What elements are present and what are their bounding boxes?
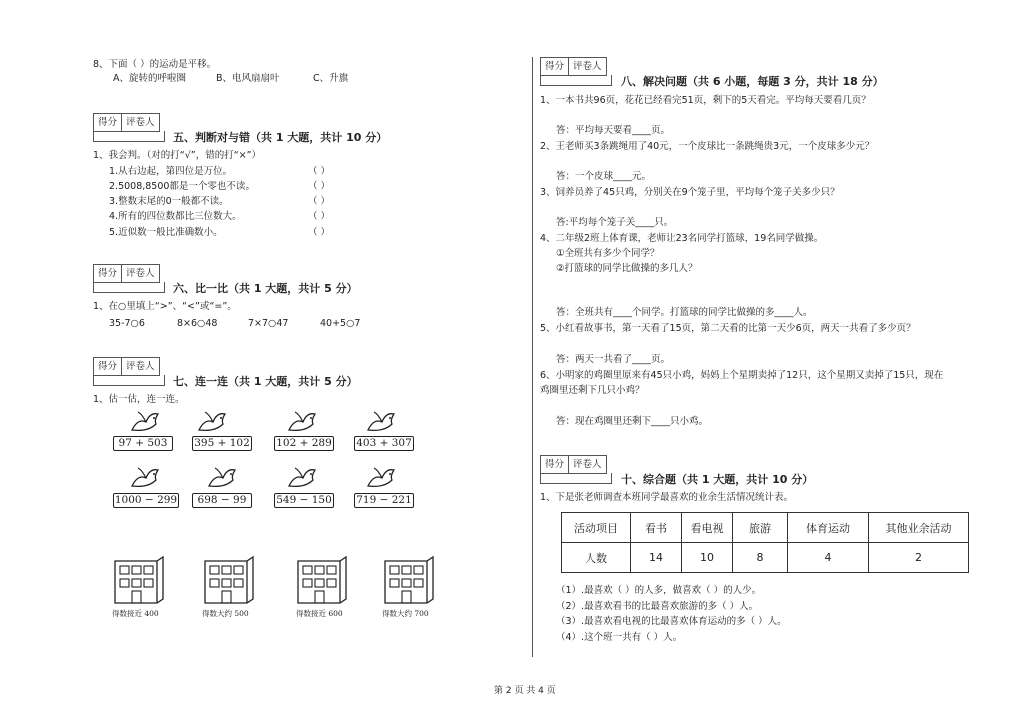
table-cell: 8 [733,543,788,573]
building-icon[interactable] [203,555,255,605]
table-header-cell: 体育运动 [788,513,869,543]
expression-card[interactable]: 102 + 289 [274,436,334,451]
sec8-a3: 答:平均每个笼子关____只。 [556,217,674,228]
bird-icon [128,466,164,490]
expression-card[interactable]: 719 − 221 [354,493,414,508]
sec10-title: 十、综合题（共 1 大题，共计 10 分） [621,473,814,486]
expression-card[interactable]: 698 − 99 [192,493,252,508]
q8-option-c: C、升旗 [313,73,349,84]
table-cell: 10 [682,543,733,573]
table-header-cell: 旅游 [733,513,788,543]
score-box-sec5 [93,113,160,132]
score-box-blank [540,473,612,484]
sec5-title: 五、判断对与错（共 1 大题，共计 10 分） [173,131,388,144]
table-header-cell: 其他业余活动 [869,513,969,543]
score-box-sec8 [540,57,607,76]
reviewer-label: 评卷人 [126,117,155,128]
sec5-item-4: 4.所有的四位数都比三位数大。 [109,211,242,222]
building-icon[interactable] [113,555,165,605]
score-box-blank [540,75,612,86]
bird-icon [195,410,231,434]
building-label: 得数接近 400 [112,609,159,618]
building-label: 得数大约 700 [382,609,429,618]
sec5-item-5: 5.近似数一般比准确数小。 [109,227,223,238]
score-label: 得分 [541,456,569,473]
sec8-q5: 5、小红看故事书，第一天看了15页，第二天看的比第一天少6页，两天一共看了多少页？ [540,323,916,334]
sec7-title: 七、连一连（共 1 大题，共计 5 分） [173,375,358,388]
sec6-title: 六、比一比（共 1 大题，共计 5 分） [173,282,358,295]
sec8-q6: 6、小明家的鸡圈里原来有45只小鸡，妈妈上个星期卖掉了12只，这个星期又卖掉了15只，现在 [540,370,944,381]
score-box-blank [93,282,165,293]
score-label: 得分 [94,358,122,375]
sec5-q1: 1、我会判。（对的打“√”，错的打“×”） [93,150,261,161]
sec10-sub-1: （1）.最喜欢（ ）的人多，做喜欢（ ）的人少。 [556,585,762,596]
sec7-q1: 1、估一估，连一连。 [93,394,185,405]
score-label: 得分 [541,58,569,75]
answer-paren: （ ） [308,211,331,222]
sec5-item-2: 2.5008,8500都是一个零也不读。 [109,181,255,192]
bird-icon [285,410,321,434]
score-label: 得分 [94,114,122,131]
sec10-q1: 1、下是张老师调查本班同学最喜欢的业余生活情况统计表。 [540,492,794,503]
answer-paren: （ ） [308,227,331,238]
q8-option-b: B、电风扇扇叶 [216,73,280,84]
bird-icon [285,466,321,490]
sec8-a4: 答：全班共有____个同学。打篮球的同学比做操的多____人。 [556,307,813,318]
sec8-q1: 1、一本书共96页，花花已经看完51页，剩下的5天看完。平均每天要看几页？ [540,95,871,106]
sec8-q2: 2、王老师买3条跳绳用了40元，一个皮球比一条跳绳贵3元，一个皮球多少元？ [540,141,875,152]
q8-option-a: A、旋转的呼啦圈 [113,73,186,84]
answer-paren: （ ） [308,166,331,177]
building-label: 得数接近 600 [296,609,343,618]
reviewer-label: 评卷人 [573,61,602,72]
table-header-cell: 看电视 [682,513,733,543]
answer-paren: （ ） [308,196,331,207]
building-icon[interactable] [296,555,348,605]
sec8-a1: 答：平均每天要看____页。 [556,125,671,136]
compare-item-1: 35-7○6 [109,318,145,329]
sec8-q6b: 鸡圈里还剩下几只小鸡？ [540,385,645,396]
sec8-q4a: ①全班共有多少个同学？ [556,248,660,259]
bird-icon [128,410,164,434]
sec8-q3: 3、饲养员养了45只鸡，分别关在9个笼子里，平均每个笼子关多少只？ [540,187,840,198]
sec8-a6: 答：现在鸡圈里还剩下____只小鸡。 [556,416,709,427]
sec5-item-3: 3.整数末尾的0一般都不读。 [109,196,229,207]
building-label: 得数大约 500 [202,609,249,618]
table-cell: 2 [869,543,969,573]
answer-paren: （ ） [308,181,331,192]
q8-text: 8、下面（ ）的运动是平移。 [93,59,217,70]
table-header-cell: 看书 [631,513,682,543]
sec10-sub-2: （2）.最喜欢看书的比最喜欢旅游的多（ ）人。 [556,601,759,612]
sec10-sub-4: （4）.这个班一共有（ ）人。 [556,632,683,643]
compare-item-3: 7×7○47 [248,318,289,329]
sec8-title: 八、解决问题（共 6 小题，每题 3 分，共计 18 分） [621,75,884,88]
expression-card[interactable]: 1000 − 299 [114,494,178,506]
table-header-row [562,513,969,543]
stats-table [561,512,969,573]
table-cell: 人数 [562,543,631,573]
sec8-q4b: ②打篮球的同学比做操的多几人？ [556,263,698,274]
score-label: 得分 [94,265,122,282]
page-footer: 第 2 页 共 4 页 [494,686,556,696]
building-icon[interactable] [383,555,435,605]
score-box-blank [93,375,165,386]
column-divider [532,57,533,657]
sec8-a2: 答：一个皮球____元。 [556,171,652,182]
sec6-q1: 1、在○里填上“>”、“<”或“=”。 [93,301,237,312]
reviewer-label: 评卷人 [126,361,155,372]
sec8-a5: 答：两天一共看了____页。 [556,354,671,365]
compare-item-2: 8×6○48 [177,318,218,329]
expression-card[interactable]: 549 − 150 [274,493,334,508]
sec5-item-1: 1.从右边起，第四位是万位。 [109,166,233,177]
compare-item-4: 40+5○7 [320,318,361,329]
sec10-sub-3: （3）.最喜欢看电视的比最喜欢体育运动的多（ ）人。 [556,616,787,627]
bird-icon [364,410,400,434]
bird-icon [364,466,400,490]
reviewer-label: 评卷人 [573,459,602,470]
bird-icon [205,466,241,490]
table-cell: 14 [631,543,682,573]
score-box-sec7 [93,357,160,376]
table-header-cell: 活动项目 [562,513,631,543]
expression-card[interactable]: 403 + 307 [354,436,414,451]
expression-card[interactable]: 395 + 102 [192,436,252,451]
score-box-blank [93,131,165,142]
score-box-sec10 [540,455,607,474]
reviewer-label: 评卷人 [126,268,155,279]
score-box-sec6 [93,264,160,283]
table-row [562,543,969,573]
table-cell: 4 [788,543,869,573]
sec8-q4: 4、二年级2班上体育课，老师让23名同学打篮球，19名同学做操。 [540,233,824,244]
expression-card[interactable]: 97 + 503 [113,436,173,451]
